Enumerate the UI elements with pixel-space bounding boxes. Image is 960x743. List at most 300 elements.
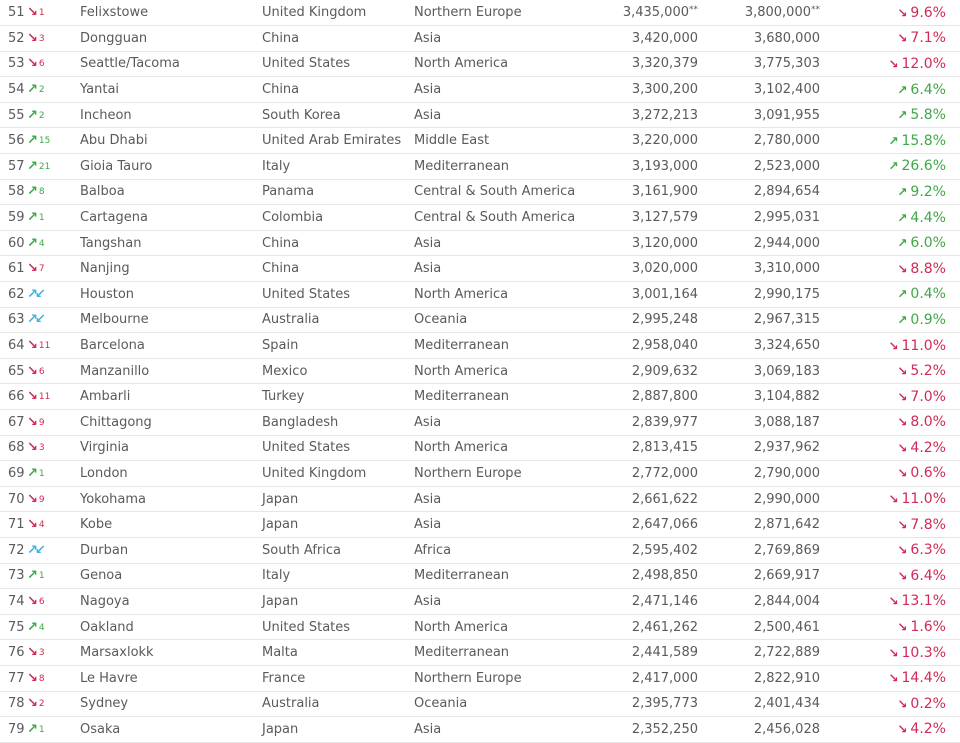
change-cell <box>826 537 960 563</box>
rank-number: 60 <box>8 235 25 251</box>
volume-current <box>604 563 698 589</box>
change-cell <box>826 26 960 52</box>
rank-number: 69 <box>8 465 25 481</box>
table-row <box>0 691 960 717</box>
rank-move-count: 21 <box>38 161 51 172</box>
arrow-down-right-icon: ↘ <box>897 543 908 558</box>
volume-current-value: 3,435,000 <box>622 5 689 21</box>
change-percent: 4.2% <box>910 439 946 456</box>
volume-previous <box>698 640 826 666</box>
region-name: North America <box>410 282 604 308</box>
volume-current <box>604 333 698 359</box>
change-percent: 0.2% <box>910 695 946 712</box>
port-name: Nagoya <box>76 589 258 615</box>
region-name: Northern Europe <box>410 461 604 487</box>
port-name: Gioia Tauro <box>76 154 258 180</box>
rank-cell <box>0 358 76 384</box>
table-row <box>0 230 960 256</box>
volume-current <box>604 230 698 256</box>
arrow-down-right-icon: ↘ <box>888 594 899 609</box>
rank-cell <box>0 128 76 154</box>
table-row <box>0 589 960 615</box>
change-cell <box>826 282 960 308</box>
volume-current <box>604 410 698 436</box>
country-name: Japan <box>258 589 410 615</box>
table-row <box>0 717 960 743</box>
change-percent: 5.8% <box>910 107 946 124</box>
change-percent: 7.8% <box>910 516 946 533</box>
rank-cell <box>0 665 76 691</box>
volume-current <box>604 512 698 538</box>
change-cell <box>826 333 960 359</box>
volume-current <box>604 205 698 231</box>
region-name: Africa <box>410 537 604 563</box>
rank-cell <box>0 333 76 359</box>
country-name: France <box>258 665 410 691</box>
volume-previous-value: 2,769,869 <box>753 542 820 558</box>
change-cell <box>826 640 960 666</box>
table-row <box>0 51 960 77</box>
table-row <box>0 307 960 333</box>
volume-current-value: 3,161,900 <box>631 184 698 200</box>
volume-previous-value: 3,310,000 <box>753 261 820 277</box>
arrow-down-right-icon: ↘ <box>897 620 908 635</box>
rank-cell <box>0 435 76 461</box>
volume-current <box>604 486 698 512</box>
volume-previous-value: 2,967,315 <box>753 312 820 328</box>
volume-previous-value: 2,669,917 <box>753 568 820 584</box>
region-name: North America <box>410 435 604 461</box>
volume-previous-value: 3,069,183 <box>753 363 820 379</box>
rank-cell <box>0 230 76 256</box>
volume-current <box>604 0 698 26</box>
volume-previous <box>698 435 826 461</box>
change-percent: 11.0% <box>901 337 946 354</box>
port-name: Marsaxlokk <box>76 640 258 666</box>
arrow-up-right-icon: ↗ <box>897 236 908 251</box>
volume-previous-value: 2,844,004 <box>753 593 820 609</box>
volume-current-value: 2,595,402 <box>631 542 698 558</box>
volume-current <box>604 102 698 128</box>
volume-previous-value: 2,822,910 <box>753 670 820 686</box>
port-name: Seattle/Tacoma <box>76 51 258 77</box>
country-name: Bangladesh <box>258 410 410 436</box>
change-percent: 6.3% <box>910 542 946 559</box>
rank-number: 57 <box>8 158 25 174</box>
volume-current-value: 2,471,146 <box>631 593 698 609</box>
country-name: Australia <box>258 307 410 333</box>
volume-current-value: 3,220,000 <box>631 133 698 149</box>
change-percent: 0.6% <box>910 465 946 482</box>
volume-current-note: ** <box>689 5 698 16</box>
change-cell <box>826 691 960 717</box>
volume-previous <box>698 486 826 512</box>
rank-number: 63 <box>8 312 25 328</box>
rank-number: 58 <box>8 184 25 200</box>
rank-number: 66 <box>8 389 25 405</box>
change-percent: 1.6% <box>910 619 946 636</box>
table-row <box>0 77 960 103</box>
change-cell <box>826 102 960 128</box>
rank-move-count: 4 <box>38 622 45 633</box>
volume-current <box>604 51 698 77</box>
port-name: London <box>76 461 258 487</box>
arrow-down-right-icon: ↘ <box>27 670 38 686</box>
rank-move-count: 1 <box>38 571 45 582</box>
volume-current-value: 3,020,000 <box>631 261 698 277</box>
rank-cell <box>0 77 76 103</box>
volume-current <box>604 358 698 384</box>
change-cell <box>826 358 960 384</box>
rank-move-count: 6 <box>38 59 45 70</box>
table-row <box>0 128 960 154</box>
change-percent: 9.2% <box>910 183 946 200</box>
region-name: Northern Europe <box>410 665 604 691</box>
change-cell <box>826 154 960 180</box>
port-name: Nanjing <box>76 256 258 282</box>
arrow-down-right-icon: ↘ <box>888 645 899 660</box>
port-name: Osaka <box>76 717 258 743</box>
rank-move-count: 8 <box>38 673 45 684</box>
volume-current-value: 2,461,262 <box>631 619 698 635</box>
volume-previous-value: 3,775,303 <box>753 56 820 72</box>
port-name: Balboa <box>76 179 258 205</box>
change-cell <box>826 435 960 461</box>
volume-current-value: 3,120,000 <box>631 235 698 251</box>
rank-number: 54 <box>8 82 25 98</box>
table-row <box>0 205 960 231</box>
region-name: North America <box>410 614 604 640</box>
arrow-down-right-icon: ↘ <box>27 696 38 712</box>
volume-current <box>604 589 698 615</box>
table-row <box>0 333 960 359</box>
table-row <box>0 282 960 308</box>
change-cell <box>826 205 960 231</box>
rank-move-count: 1 <box>38 213 45 224</box>
volume-current-value: 3,127,579 <box>631 210 698 226</box>
region-name: Mediterranean <box>410 154 604 180</box>
change-cell <box>826 461 960 487</box>
volume-previous-value: 2,894,654 <box>753 184 820 200</box>
region-name: Asia <box>410 410 604 436</box>
rank-number: 55 <box>8 107 25 123</box>
rank-cell <box>0 614 76 640</box>
arrow-up-right-icon: ↗ <box>897 108 908 123</box>
rank-cell <box>0 486 76 512</box>
port-name: Kobe <box>76 512 258 538</box>
change-percent: 0.9% <box>910 311 946 328</box>
volume-previous-value: 2,456,028 <box>753 721 820 737</box>
arrow-down-right-icon: ↘ <box>897 389 908 404</box>
volume-current-value: 3,001,164 <box>631 286 698 302</box>
table-row <box>0 102 960 128</box>
country-name: United States <box>258 282 410 308</box>
region-name: Asia <box>410 717 604 743</box>
volume-previous <box>698 154 826 180</box>
volume-previous-value: 2,401,434 <box>753 696 820 712</box>
volume-current <box>604 282 698 308</box>
volume-previous-value: 3,088,187 <box>753 414 820 430</box>
rank-move-count: 3 <box>38 648 45 659</box>
change-cell <box>826 256 960 282</box>
port-name: Tangshan <box>76 230 258 256</box>
country-name: Japan <box>258 486 410 512</box>
volume-current <box>604 179 698 205</box>
arrow-down-right-icon: ↘ <box>27 5 38 21</box>
change-cell <box>826 179 960 205</box>
change-percent: 6.0% <box>910 235 946 252</box>
change-cell <box>826 128 960 154</box>
port-name: Incheon <box>76 102 258 128</box>
volume-current <box>604 26 698 52</box>
volume-previous <box>698 563 826 589</box>
rank-move-count: 4 <box>38 520 45 531</box>
port-name: Virginia <box>76 435 258 461</box>
arrow-up-right-icon: ↗ <box>897 210 908 225</box>
rank-number: 79 <box>8 721 25 737</box>
country-name: South Africa <box>258 537 410 563</box>
table-row <box>0 410 960 436</box>
arrow-down-right-icon: ↘ <box>27 56 38 72</box>
rank-move-count: 9 <box>38 494 45 505</box>
rank-number: 68 <box>8 440 25 456</box>
arrow-up-right-icon: ↗ <box>27 82 38 98</box>
volume-current <box>604 537 698 563</box>
rank-cell <box>0 307 76 333</box>
change-cell <box>826 51 960 77</box>
region-name: Northern Europe <box>410 0 604 26</box>
region-name: Oceania <box>410 307 604 333</box>
volume-previous-value: 2,500,461 <box>753 619 820 635</box>
rank-number: 74 <box>8 593 25 609</box>
arrow-down-right-icon: ↘ <box>27 389 38 405</box>
arrow-down-right-icon: ↘ <box>27 30 38 46</box>
table-row <box>0 537 960 563</box>
arrow-up-right-icon: ↗ <box>27 235 38 251</box>
country-name: China <box>258 230 410 256</box>
volume-previous-value: 2,780,000 <box>753 133 820 149</box>
rank-cell <box>0 0 76 26</box>
country-name: Italy <box>258 154 410 180</box>
volume-previous-value: 3,800,000 <box>744 5 811 21</box>
rank-number: 75 <box>8 619 25 635</box>
arrow-down-right-icon: ↘ <box>897 466 908 481</box>
arrow-down-right-icon: ↘ <box>27 338 38 354</box>
volume-previous <box>698 614 826 640</box>
rank-number: 52 <box>8 30 25 46</box>
arrow-down-right-icon: ↘ <box>897 5 908 20</box>
rank-number: 70 <box>8 491 25 507</box>
change-percent: 4.2% <box>910 721 946 738</box>
table-row <box>0 640 960 666</box>
rank-cell <box>0 51 76 77</box>
rank-number: 77 <box>8 670 25 686</box>
volume-previous-value: 2,990,175 <box>753 286 820 302</box>
change-percent: 6.4% <box>910 567 946 584</box>
volume-current <box>604 77 698 103</box>
volume-previous-value: 3,680,000 <box>753 30 820 46</box>
rank-move-count: 2 <box>38 110 45 121</box>
country-name: Turkey <box>258 384 410 410</box>
arrow-up-right-icon: ↗ <box>27 721 38 737</box>
volume-previous <box>698 384 826 410</box>
country-name: United Kingdom <box>258 0 410 26</box>
rank-move-count: 3 <box>38 33 45 44</box>
volume-previous <box>698 77 826 103</box>
change-cell <box>826 0 960 26</box>
volume-previous-value: 2,937,962 <box>753 440 820 456</box>
unchanged-icon: ↗↙ <box>27 312 43 328</box>
volume-previous-value: 2,944,000 <box>753 235 820 251</box>
volume-previous <box>698 537 826 563</box>
country-name: South Korea <box>258 102 410 128</box>
volume-current-value: 2,839,977 <box>631 414 698 430</box>
rank-move-count: 9 <box>38 417 45 428</box>
volume-previous <box>698 230 826 256</box>
region-name: North America <box>410 51 604 77</box>
change-percent: 7.1% <box>910 30 946 47</box>
change-cell <box>826 384 960 410</box>
volume-previous <box>698 665 826 691</box>
volume-current-value: 2,813,415 <box>631 440 698 456</box>
arrow-down-right-icon: ↘ <box>27 517 38 533</box>
volume-current <box>604 384 698 410</box>
change-cell <box>826 512 960 538</box>
arrow-down-right-icon: ↘ <box>27 491 38 507</box>
volume-current <box>604 461 698 487</box>
port-name: Felixstowe <box>76 0 258 26</box>
rank-move-count: 2 <box>38 699 45 710</box>
volume-current-value: 2,417,000 <box>631 670 698 686</box>
arrow-down-right-icon: ↘ <box>27 593 38 609</box>
change-cell <box>826 410 960 436</box>
rank-cell <box>0 384 76 410</box>
volume-previous-note: ** <box>811 5 820 16</box>
volume-current <box>604 307 698 333</box>
volume-current-value: 2,441,589 <box>631 645 698 661</box>
change-percent: 12.0% <box>901 55 946 72</box>
region-name: Mediterranean <box>410 333 604 359</box>
arrow-down-right-icon: ↘ <box>897 722 908 737</box>
arrow-up-right-icon: ↗ <box>27 619 38 635</box>
volume-current-value: 2,647,066 <box>631 517 698 533</box>
rank-cell <box>0 640 76 666</box>
country-name: Mexico <box>258 358 410 384</box>
country-name: China <box>258 26 410 52</box>
change-cell <box>826 486 960 512</box>
rank-cell <box>0 563 76 589</box>
unchanged-icon: ↗↙ <box>27 286 43 302</box>
volume-current <box>604 154 698 180</box>
country-name: Italy <box>258 563 410 589</box>
table-row <box>0 512 960 538</box>
rank-move-count: 2 <box>38 85 45 96</box>
arrow-down-right-icon: ↘ <box>27 261 38 277</box>
volume-previous <box>698 51 826 77</box>
port-name: Cartagena <box>76 205 258 231</box>
volume-current-value: 2,909,632 <box>631 363 698 379</box>
region-name: Central & South America <box>410 179 604 205</box>
region-name: Mediterranean <box>410 640 604 666</box>
volume-previous <box>698 717 826 743</box>
country-name: United States <box>258 614 410 640</box>
rank-cell <box>0 26 76 52</box>
change-percent: 5.2% <box>910 363 946 380</box>
table-row <box>0 358 960 384</box>
rank-cell <box>0 537 76 563</box>
rank-number: 62 <box>8 286 25 302</box>
volume-previous <box>698 333 826 359</box>
region-name: Asia <box>410 102 604 128</box>
table-row <box>0 256 960 282</box>
region-name: Mediterranean <box>410 563 604 589</box>
arrow-down-right-icon: ↘ <box>888 338 899 353</box>
volume-previous <box>698 205 826 231</box>
volume-previous <box>698 256 826 282</box>
volume-previous <box>698 128 826 154</box>
rank-cell <box>0 282 76 308</box>
port-name: Le Havre <box>76 665 258 691</box>
port-name: Abu Dhabi <box>76 128 258 154</box>
volume-current-value: 2,958,040 <box>631 338 698 354</box>
region-name: Asia <box>410 26 604 52</box>
change-cell <box>826 589 960 615</box>
change-percent: 9.6% <box>910 4 946 21</box>
volume-current <box>604 691 698 717</box>
rank-number: 65 <box>8 363 25 379</box>
rank-move-count: 7 <box>38 264 45 275</box>
region-name: Asia <box>410 230 604 256</box>
arrow-up-right-icon: ↗ <box>27 568 38 584</box>
arrow-down-right-icon: ↘ <box>897 440 908 455</box>
country-name: Japan <box>258 512 410 538</box>
arrow-up-right-icon: ↗ <box>27 158 38 174</box>
rank-number: 72 <box>8 542 25 558</box>
change-cell <box>826 665 960 691</box>
change-percent: 7.0% <box>910 388 946 405</box>
region-name: Asia <box>410 256 604 282</box>
arrow-down-right-icon: ↘ <box>888 56 899 71</box>
volume-previous <box>698 282 826 308</box>
table-row <box>0 26 960 52</box>
volume-current-value: 2,995,248 <box>631 312 698 328</box>
rank-cell <box>0 461 76 487</box>
arrow-up-right-icon: ↗ <box>27 184 38 200</box>
volume-previous <box>698 26 826 52</box>
rank-move-count: 11 <box>38 392 51 403</box>
table-row <box>0 563 960 589</box>
table-row <box>0 384 960 410</box>
table-row <box>0 614 960 640</box>
volume-previous-value: 2,790,000 <box>753 465 820 481</box>
change-percent: 8.0% <box>910 414 946 431</box>
rank-cell <box>0 179 76 205</box>
country-name: Malta <box>258 640 410 666</box>
port-name: Yantai <box>76 77 258 103</box>
table-row <box>0 0 960 26</box>
rank-number: 61 <box>8 261 25 277</box>
rank-move-count: 11 <box>38 341 51 352</box>
volume-previous <box>698 589 826 615</box>
volume-current-value: 3,272,213 <box>631 107 698 123</box>
port-name: Durban <box>76 537 258 563</box>
port-name: Melbourne <box>76 307 258 333</box>
volume-current-value: 2,352,250 <box>631 721 698 737</box>
rank-number: 59 <box>8 210 25 226</box>
arrow-down-right-icon: ↘ <box>897 261 908 276</box>
rank-number: 56 <box>8 133 25 149</box>
arrow-up-right-icon: ↗ <box>27 465 38 481</box>
